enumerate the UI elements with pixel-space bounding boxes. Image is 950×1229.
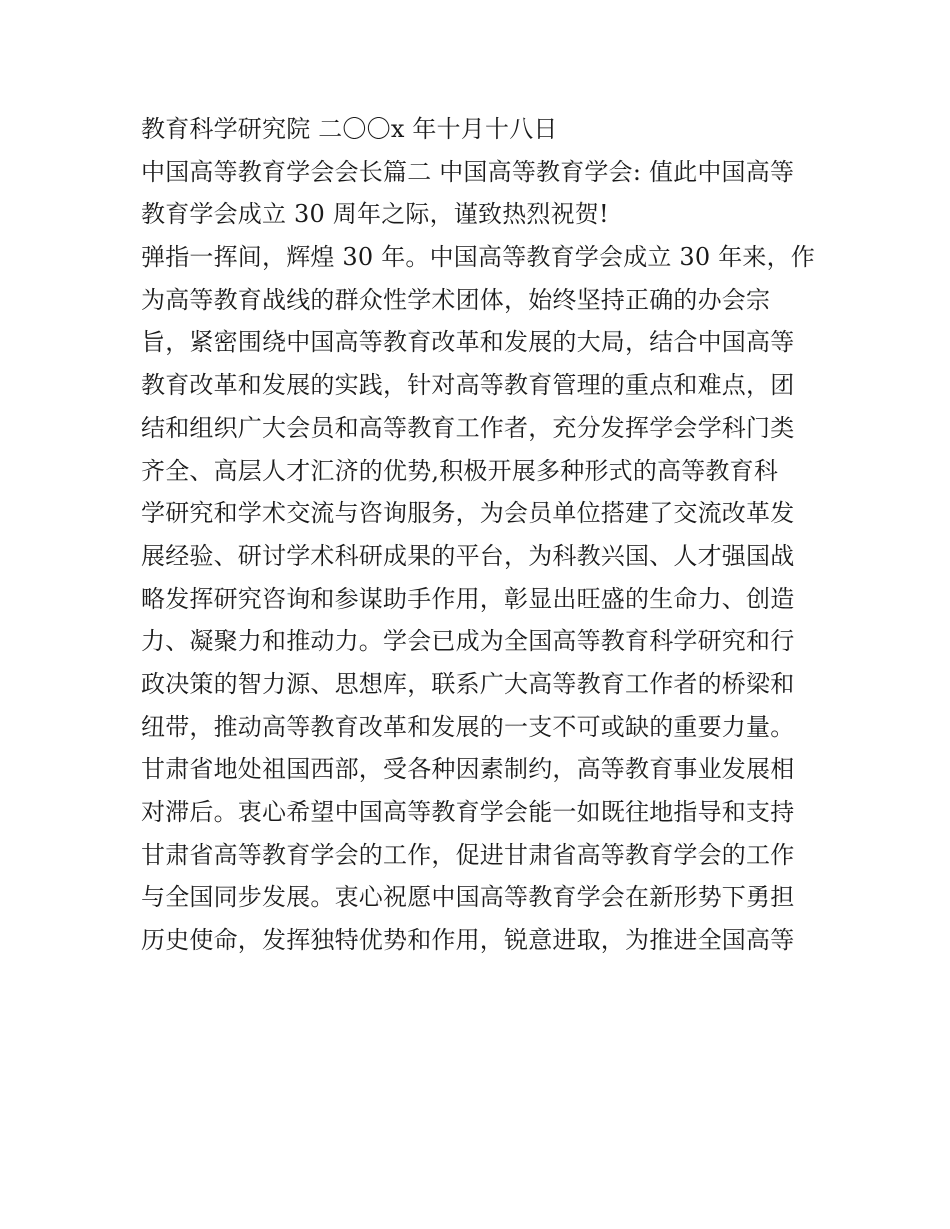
text-line: 教育科学研究院 二〇〇x 年十月十八日 (141, 115, 558, 143)
text-line: 甘肃省地处祖国西部，受各种因素制约，高等教育事业发展相 (141, 755, 795, 784)
text-line: 甘肃省高等教育学会的工作，促进甘肃省高等教育学会的工作 (141, 840, 795, 869)
text-line: 政决策的智力源、思想库，联系广大高等教育工作者的桥梁和 (141, 669, 795, 698)
text-line: 历史使命，发挥独特优势和作用，锐意进取，为推进全国高等 (141, 926, 795, 955)
text-line: 对滞后。衷心希望中国高等教育学会能一如既往地指导和支持 (141, 798, 795, 826)
text-line: 齐全、高层人才汇济的优势,积极开展多种形式的高等教育科 (141, 456, 779, 485)
text-line: 展经验、研讨学术科研成果的平台，为科教兴国、人才强国战 (141, 541, 795, 570)
text-line: 力、凝聚力和推动力。学会已成为全国高等教育科学研究和行 (141, 627, 795, 656)
text-line: 学研究和学术交流与咨询服务，为会员单位搭建了交流改革发 (141, 499, 795, 528)
text-line: 教育学会成立 30 周年之际，谨致热烈祝贺! (141, 200, 609, 229)
text-line: 中国高等教育学会会长篇二 中国高等教育学会: 值此中国高等 (141, 157, 795, 186)
text-line: 旨，紧密围绕中国高等教育改革和发展的大局，结合中国高等 (141, 328, 795, 357)
text-line: 结和组织广大会员和高等教育工作者，充分发挥学会学科门类 (141, 413, 795, 442)
text-line: 与全国同步发展。衷心祝愿中国高等教育学会在新形势下勇担 (141, 883, 795, 912)
text-line: 弹指一挥间，辉煌 30 年。中国高等教育学会成立 30 年来，作 (141, 243, 815, 272)
text-line: 略发挥研究咨询和参谋助手作用，彰显出旺盛的生命力、创造 (141, 584, 795, 613)
text-line: 教育改革和发展的实践，针对高等教育管理的重点和难点，团 (141, 371, 795, 400)
document-body (141, 108, 821, 962)
text-line: 为高等教育战线的群众性学术团体，始终坚持正确的办会宗 (141, 285, 771, 314)
text-line: 纽带，推动高等教育改革和发展的一支不可或缺的重要力量。 (141, 712, 795, 741)
